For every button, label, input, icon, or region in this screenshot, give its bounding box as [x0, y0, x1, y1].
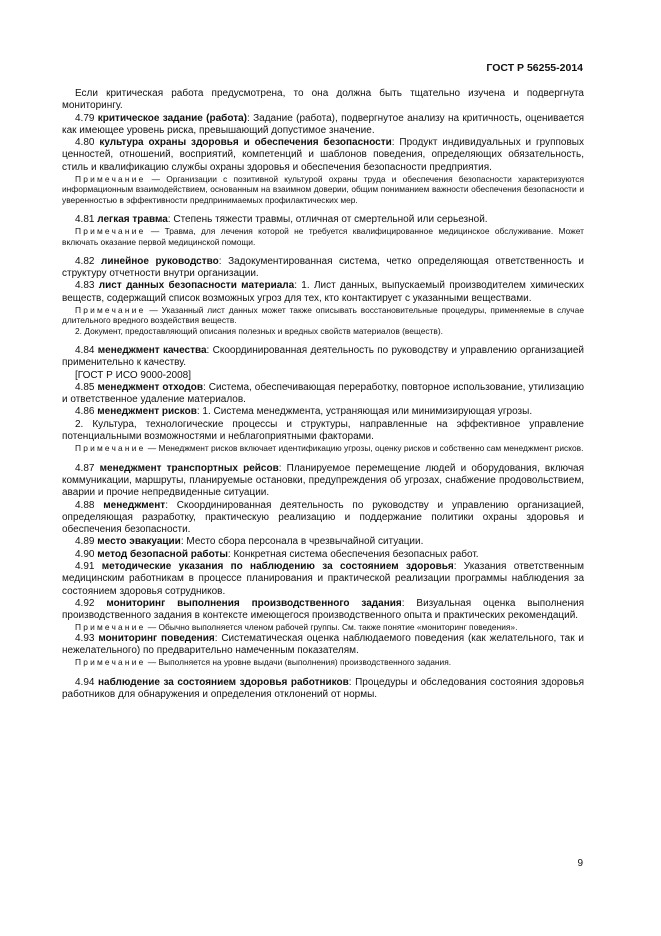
note-text: — Менеджмент рисков включает идентификацию угрозы, оценку рисков и собственно сам менеджмент рисков.: [145, 443, 584, 454]
definition-entry: [62, 419, 584, 444]
entry-text: : Продукт индивидуальных и групповых ценностей, отношений, восприятий, компетенций и шаблонов поведения, определяющих обязательность, стиль и квалификацию службы охраны здоровья и обеспечения безопасности предприятия.: [62, 137, 584, 173]
entry-text: : Скоординированная деятельность по руководству и управлению организацией применительно к качеству.: [62, 344, 584, 369]
note: [62, 622, 584, 632]
definition-entry: [62, 113, 584, 138]
note-label: Примечание: [75, 305, 146, 316]
definition-entry: [62, 549, 584, 561]
entry-term: критическое задание (работа): [97, 112, 247, 124]
entry-number: 4.86: [75, 406, 98, 418]
note-text: — Организации с позитивной культурой охраны труда и обеспечения безопасности характеризуются информационным взаимодействием, основанным на взаимном доверии, общим пониманием важности обеспечения безопасности и уверенностью в эффективности предпринимаемых профилактических мер.: [62, 174, 584, 205]
entry-number: 4.88: [75, 499, 104, 511]
entry-text: : 1. Лист данных, выпускаемый производителем химических веществ, содержащий список возможных угроз для тех, кто контактирует с указанными веществами.: [62, 280, 584, 304]
entry-term: менеджмент рисков: [97, 406, 197, 418]
definition-entry: [62, 406, 584, 418]
entry-number: 4.80: [75, 137, 100, 149]
entry-term: мониторинг выполнения производственного задания: [106, 597, 402, 609]
note-text: — Указанный лист данных может также описывать восстановительные процедуры, применяемые в случае длительного вредного воздействия веществ.: [62, 305, 584, 326]
entry-number: 4.90: [75, 548, 98, 560]
entry-text: : Задокументированная система, четко определяющая ответственность и структуру отчетности внутри организации.: [62, 255, 584, 280]
entry-number: 4.87: [75, 462, 100, 474]
note-text: — Травма, для лечения которой не требуется квалифицированное медицинское обслуживание. Может включать оказание первой медицинской помощи.: [62, 226, 584, 247]
entry-text: : Задание (работа), подвергнутое анализу на критичность, оценивается как имеющее уровень риска, превышающий допустимое значение.: [62, 112, 584, 136]
definition-entry: [62, 598, 584, 623]
note-label: Примечание: [75, 226, 146, 237]
note-label: Примечание: [75, 443, 146, 454]
entry-term: лист данных безопасности материала: [98, 280, 295, 292]
definition-entry: [62, 370, 584, 382]
definition-entry: [62, 88, 584, 113]
entry-number: 4.89: [75, 536, 98, 548]
note-label: Примечание: [75, 622, 146, 633]
entry-number: 4.82: [75, 255, 101, 267]
definition-entry: [62, 500, 584, 537]
paragraph-spacer: [62, 205, 584, 214]
entry-number: 4.79: [75, 112, 98, 124]
paragraph-spacer: [62, 668, 584, 677]
entry-text: : Место сбора персонала в чрезвычайной ситуации.: [180, 536, 424, 548]
entry-text: : Система, обеспечивающая переработку, повторное использование, утилизацию и ответственное удаление материалов.: [62, 381, 584, 406]
entry-term: менеджмент транспортных рейсов: [99, 462, 279, 474]
entry-number: 4.83: [75, 280, 99, 292]
definition-entry: [62, 345, 584, 370]
entry-term: наблюдение за состоянием здоровья работников: [97, 676, 349, 688]
definition-entry: [62, 280, 584, 305]
note: [62, 174, 584, 205]
entry-number: 4.85: [75, 381, 98, 393]
paragraph-spacer: [62, 247, 584, 256]
note-text: — Обычно выполняется членом рабочей группы. См. также понятие «мониторинг поведения».: [145, 622, 518, 633]
entry-text: : Планируемое перемещение людей и оборудования, включая коммуникации, маршруты, планируемые остановки, предупреждения об угрозах, снабжение продовольствием, аварии и прочие непредвиденные ситуации.: [62, 462, 585, 499]
definition-entry: [62, 633, 584, 658]
entry-number: 4.94: [75, 676, 98, 688]
entry-text: : Скоординированная деятельность по руководству и управлению организацией, определяющая разработку, практическую реализацию и поддержание политики охраны здоровья и обеспечения безопасности.: [62, 499, 584, 536]
entry-text: : Систематическая оценка наблюдаемого поведения (как желательного, так и нежелательного) по предварительно намеченным показателям.: [62, 632, 584, 657]
definition-entry: [62, 561, 584, 598]
definition-entry: [62, 382, 584, 407]
entry-number: 4.93: [75, 632, 99, 644]
entry-term: менеджмент отходов: [97, 381, 203, 393]
entry-number: 4.91: [75, 560, 102, 572]
note-text: — Выполняется на уровне выдачи (выполнения) производственного задания.: [145, 657, 452, 668]
definition-entry: [62, 137, 584, 174]
entry-text: 2. Культура, технологические процессы и структуры, направленные на эффективное управление потенциальными возможностями и неблагоприятными факторами.: [62, 418, 584, 443]
paragraph-spacer: [62, 336, 584, 345]
entry-number: 4.84: [75, 344, 98, 356]
entry-text: Если критическая работа предусмотрена, то она должна быть тщательно изучена и подвергнута мониторингу.: [62, 88, 584, 112]
page-number: 9: [577, 858, 583, 869]
entry-term: методические указания по наблюдению за состоянием здоровья: [101, 560, 454, 572]
entry-text: : Степень тяжести травмы, отличная от смертельной или серьезной.: [167, 213, 488, 225]
entry-text: : Указания ответственным медицинским работникам в процессе планирования и практической реализации программы наблюдения за состоянием здоровья сотрудников.: [62, 560, 584, 597]
entry-term: линейное руководство: [100, 255, 219, 267]
definition-entry: [62, 214, 584, 226]
note: [62, 326, 584, 336]
entry-text: : Процедуры и обследования состояния здоровья работников для обнаружения и определения отклонений от нормы.: [62, 676, 584, 700]
definition-entry: [62, 463, 584, 500]
entry-term: менеджмент качества: [97, 344, 207, 356]
note-label: Примечание: [75, 174, 146, 185]
document-body: [62, 88, 584, 701]
entry-term: культура охраны здоровья и обеспечения безопасности: [99, 137, 392, 149]
definition-entry: [62, 536, 584, 548]
entry-term: менеджмент: [103, 499, 166, 511]
entry-number: 4.81: [75, 213, 98, 225]
paragraph-spacer: [62, 454, 584, 463]
entry-term: метод безопасной работы: [97, 548, 228, 560]
entry-number: 4.92: [75, 597, 107, 609]
note: [62, 657, 584, 667]
entry-text: [ГОСТ Р ИСО 9000-2008]: [75, 369, 191, 381]
entry-text: : 1. Система менеджмента, устраняющая или минимизирующая угрозы.: [196, 406, 533, 418]
definition-entry: [62, 677, 584, 702]
note: [62, 443, 584, 453]
entry-term: место эвакуации: [97, 536, 181, 548]
note-label: Примечание: [75, 657, 146, 668]
entry-term: легкая травма: [97, 213, 168, 225]
note-text: 2. Документ, предоставляющий описания полезных и вредных свойств материалов (веществ).: [75, 325, 443, 336]
note: [62, 305, 584, 326]
entry-text: : Конкретная система обеспечения безопасных работ.: [227, 548, 479, 560]
definition-entry: [62, 256, 584, 281]
entry-text: : Визуальная оценка выполнения производственного задания в контексте имеющегося производственного опыта и практических рекомендаций.: [62, 597, 585, 622]
entry-term: мониторинг поведения: [98, 632, 215, 644]
document-code: ГОСТ Р 56255-2014: [486, 62, 583, 74]
note: [62, 226, 584, 247]
